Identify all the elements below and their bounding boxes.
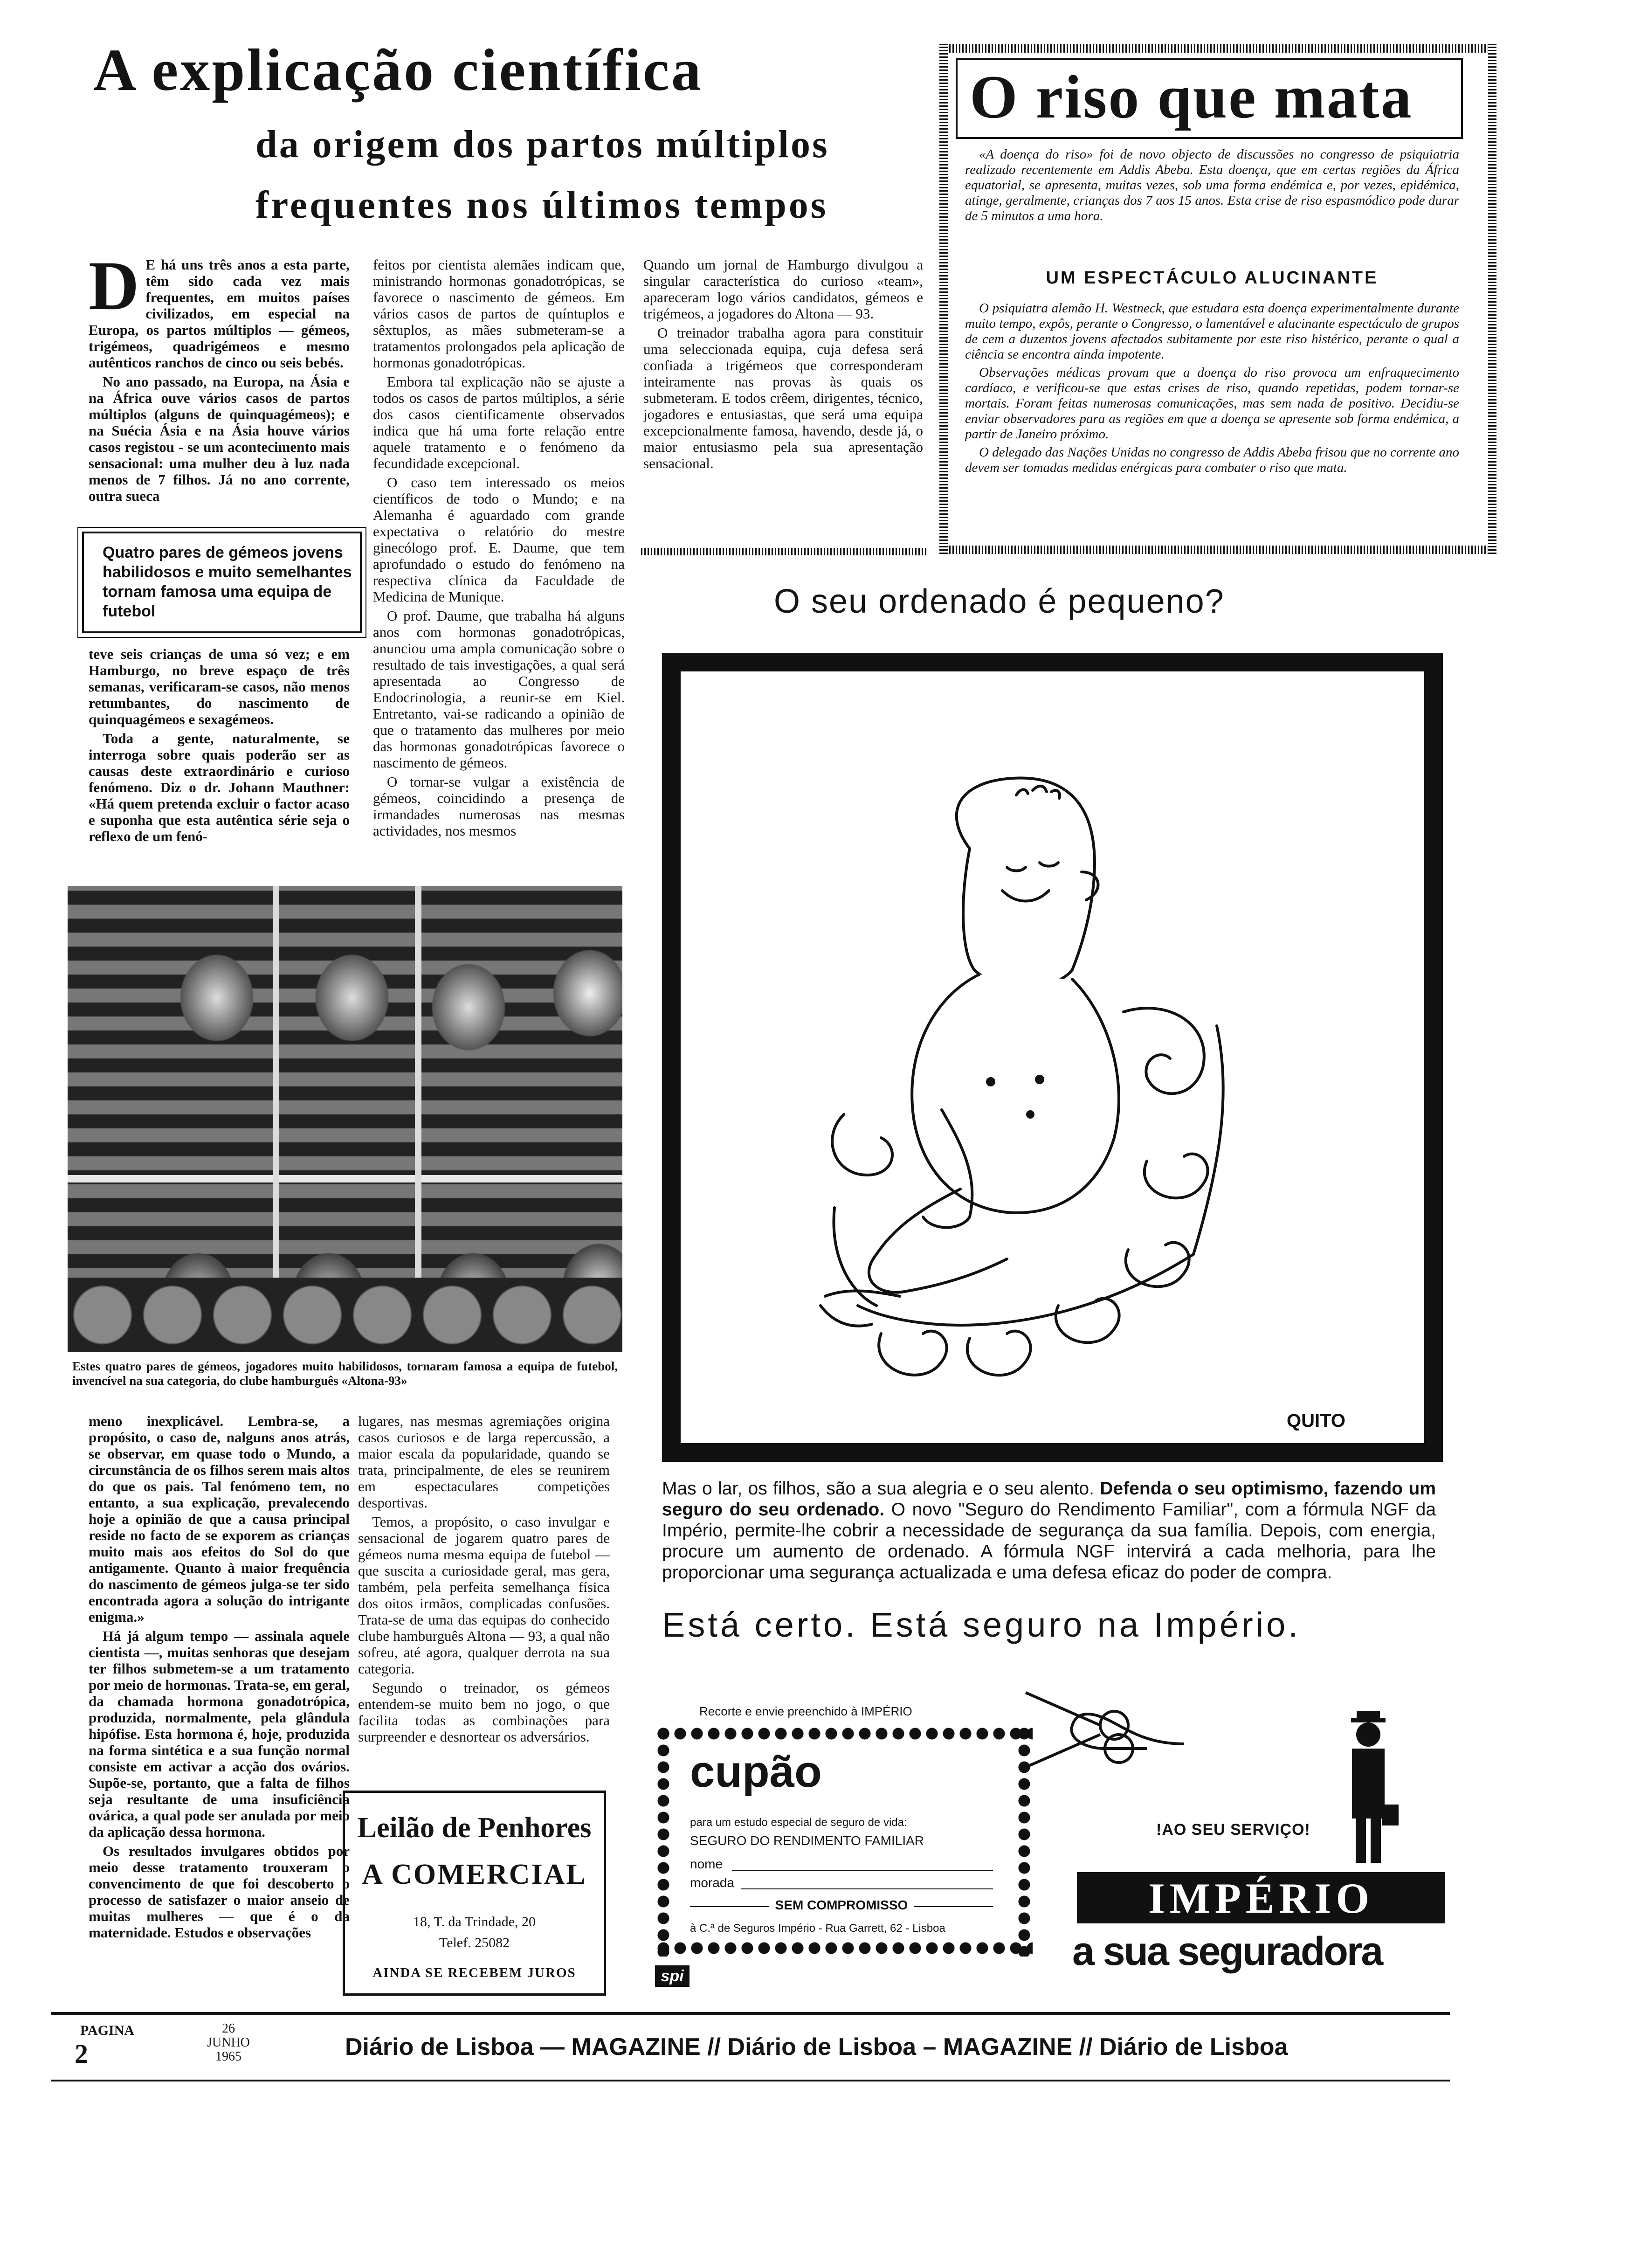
drop-cap: D xyxy=(89,256,139,325)
paragraph: O caso tem interessado os meios científicos de todo o Mundo; e na Alemanha é aguardado com grande expectativa o relatório do mestre ginecólogo prof. E. Daume, que tem aprofundado o estudo do fenómeno na respectiva clínica da Faculdade de Medicina de Munique. xyxy=(373,474,625,605)
ad-body-emphasis: Defenda o seu optimismo, fazendo um seguro do seu ordenado. xyxy=(662,1479,1436,1520)
article-subtitle-line2: frequentes nos últimos tempos xyxy=(255,183,828,227)
imperio-tagline: a sua seguradora xyxy=(1072,1929,1382,1974)
scissors-hand-icon xyxy=(1007,1674,1184,1781)
footer-banner: Diário de Lisboa — MAGAZINE // Diário de Lisboa – MAGAZINE // Diário de Lisboa xyxy=(345,2033,1288,2061)
coupon-nome-label: nome xyxy=(690,1857,723,1871)
paragraph: O delegado das Nações Unidas no congresso de Addis Abeba frisou que no corrente ano devem ser tomadas medidas enérgicas para combater o riso que mata. xyxy=(965,445,1459,475)
article-column-1 xyxy=(89,256,350,532)
footer-day: 26 xyxy=(222,2021,235,2036)
coupon-line1: para um estudo especial de seguro de vida: xyxy=(690,1816,907,1829)
paragraph: O treinador trabalha agora para constituir uma seleccionada equipa, cuja defesa será confiada a trigémeos que corresponderam inteiramente nas provas às quais os submeteram. E todos crêem, dirigentes, técnico, jogadores e entusiastas, que será uma equipa excepcionalmente famosa, havendo, desde já, o maior entusiasmo pela sua apresentação sensacional. xyxy=(643,325,923,471)
businessman-icon xyxy=(1338,1711,1399,1865)
paragraph: O prof. Daume, que trabalha há alguns anos com hormonas gonadotrópicas, anunciou uma ampla comunicação sobre o resultado de tais investigações, a qual será apresentada ao Congresso de Endocrinologia, a reunir-se em Kiel. Entretanto, vai-se radicando a opinião de que o tratamento das mulheres por meio das hormonas gonadotrópicas favorece o nascimento de gémeos. xyxy=(373,608,625,771)
paragraph: E há uns três anos a esta parte, têm sido cada vez mais frequentes, em muitos países civilizados, em especial na Europa, os partos múltiplos — gémeos, trigémeos, quadrigémeos e mesmo autênticos ranchos de cinco ou seis bebés. xyxy=(89,256,350,371)
coupon-dashed-border-left xyxy=(655,1725,672,1957)
footer-rule-bottom xyxy=(51,2080,1450,2081)
cartoon-frame xyxy=(662,653,1443,1462)
riso-box-border-right xyxy=(1488,44,1496,554)
coupon-nome-field[interactable] xyxy=(732,1870,993,1871)
coupon-sem-compromisso-text: SEM COMPROMISSO xyxy=(769,1898,915,1912)
article-column-1-bottom xyxy=(89,1413,350,1996)
riso-box-title: O riso que mata xyxy=(970,62,1413,131)
paragraph: teve seis crianças de uma só vez; e em Hamburgo, no breve espaço de três semanas, verificaram-se casos, não menos retumbantes, do nascimento de quinquagémeos e sexagémeos. xyxy=(89,646,350,727)
article-column-1-continued xyxy=(89,646,350,863)
article-column-2-bottom xyxy=(358,1413,610,1786)
riso-box-body xyxy=(965,301,1459,539)
paragraph: lugares, nas mesmas agremiações origina casos curiosos e de larga repercussão, a maior escala da popularidade, quando se trata, principalmente, de eles se reunirem em espectaculares competições desportivas. xyxy=(358,1413,610,1511)
ad-body-main: O novo "Seguro do Rendimento Familiar", com a fórmula NGF da Império, permite-lhe cobrir a necessidade de segurança da sua família. Depois, com energia, procure um aumento de ordenado. A fórmula NGF intervirá a cada melhoria, para lhe proporcionar uma segurança actualizada e uma defesa eficaz do poder de compra. xyxy=(662,1500,1436,1583)
coupon-dashed-border-right xyxy=(1016,1725,1033,1957)
paragraph: Toda a gente, naturalmente, se interroga sobre quais poderão ser as causas deste extraordinário e curioso fenómeno. Diz o dr. Johann Mauthner: «Há quem pretenda excluir o factor acaso e suponha que esta autêntica série seja o reflexo de um fenó- xyxy=(89,730,350,844)
ad-headline: O seu ordenado é pequeno? xyxy=(774,583,1225,620)
coupon-sem-compromisso xyxy=(690,1898,993,1913)
paragraph: Há já algum tempo — assinala aquele cientista —, muitas senhoras que desejam ter filhos submetem-se a um tratamento por meio de hormonas. Trata-se, em geral, da chamada hormona gonadotrópica, produzida, normalmente, pela glândula hipófise. Esta hormona é, hoje, produzida na forma sintética e a sua função normal consiste em activar a acção dos ovários. Supõe-se, portanto, que a falta de filhos seja resultante de uma insuficiência ovárica, a qual pode ser anulada por meio da aplicação dessa hormona. xyxy=(89,1628,350,1840)
footer-page-number: 2 xyxy=(75,2039,88,2069)
paragraph: Os resultados invulgares obtidos por meio desse tratamento trouxeram o convencimento de que foi descoberto o processo de satisfazer o maior anseio de muitas mulheres — que é o da maternidade. Estudos e observações xyxy=(89,1843,350,1941)
coupon-title: cupão xyxy=(690,1747,822,1797)
paragraph: Temos, a propósito, o caso invulgar e sensacional de jogarem quatro pares de gémeos numa mesma equipa de futebol — que suscita a curiosidade geral, mas gera, também, pela perfeita semelhança física dos oitos irmãos, complicadas confusões. Trata-se de uma das equipas do conhecido clube hamburguês Altona — 93, a qual não sofreu, até agora, qualquer derrota na sua categoria. xyxy=(358,1514,610,1677)
leilao-name: A COMERCIAL xyxy=(362,1859,587,1890)
leilao-footer: AINDA SE RECEBEM JUROS xyxy=(372,1965,576,1980)
ad-slogan: Está certo. Está seguro na Império. xyxy=(662,1605,1301,1644)
paragraph: «A doença do riso» foi de novo objecto de discussões no congresso de psiquiatria realizado recentemente em Addis Abeba. Esta doença, que em certas regiões da África equatorial, se apresenta, muitas vezes, sob uma forma endémica e, por vezes, epidémica, atinge, geralmente, crianças dos 7 aos 15 anos. Esta crise de riso espasmódico pode durar de 5 minutos a uma hora. xyxy=(965,147,1459,223)
ad-body-copy xyxy=(662,1478,1436,1583)
riso-box-intro xyxy=(965,147,1459,240)
ad-body-intro: Mas o lar, os filhos, são a sua alegria e o seu alento. xyxy=(662,1479,1094,1499)
paragraph: Embora tal explicação não se ajuste a todos os casos de partos múltiplos, a série dos casos cientificamente observados indica que há uma forte relação entre aquele tratamento e o fenómeno da fecundidade excepcional. xyxy=(373,373,625,471)
article-subtitle-line1: da origem dos partos múltiplos xyxy=(255,123,829,166)
imperio-logo-text: IMPÉRIO xyxy=(1148,1874,1374,1922)
leilao-ad xyxy=(343,1791,606,1996)
footer-rule-top xyxy=(51,2012,1450,2015)
article-column-3 xyxy=(643,256,923,532)
cartoon-signature: QUITO xyxy=(1287,1411,1345,1431)
article-column-2 xyxy=(373,256,625,867)
footer-month: JUNHO xyxy=(207,2035,250,2050)
coupon-dashed-border-top xyxy=(655,1725,1033,1742)
coupon-line2: SEGURO DO RENDIMENTO FAMILIAR xyxy=(690,1833,924,1848)
leilao-phone: Telef. 25082 xyxy=(439,1935,510,1950)
hatched-rule xyxy=(641,548,928,555)
agency-mark: spi xyxy=(655,1965,689,1987)
footer-page-label: PAGINA xyxy=(80,2023,135,2038)
boxed-subheadline-text: Quatro pares de gémeos jovens habilidosos e muito semelhantes tornam famosa uma equipa de futebol xyxy=(103,544,352,620)
ao-seu-servico: !AO SEU SERVIÇO! xyxy=(1156,1821,1310,1839)
paragraph: Observações médicas provam que a doença do riso provoca um enfraquecimento cardíaco, e verificou-se que estas crises de riso, quando repetidas, podem tornar-se mortais. Foram feitas numerosas comunicações, mas sem nada de positivo. Decidiu-se enviar observadores para as regiões em que a doença se apresente sob forma endémica, a partir de Janeiro próximo. xyxy=(965,365,1459,442)
leilao-title: Leilão de Penhores xyxy=(357,1812,592,1844)
riso-box-subhead: UM ESPECTÁCULO ALUCINANTE xyxy=(1046,268,1379,288)
cartoon-panel xyxy=(681,671,1424,1443)
leilao-address: 18, T. da Trindade, 20 xyxy=(413,1914,536,1929)
imperio-logo-bar xyxy=(1077,1872,1445,1923)
paragraph: meno inexplicável. Lembra-se, a propósito, o caso de, nalguns anos atrás, se observar, em quase todo o Mundo, a circunstância de os filhos serem mais altos do que os pais. Tal fenómeno tem, no entanto, a sua explicação, prevalecendo hoje a opinião de que a causa principal reside no facto de se exporem as crianças muito mais aos efeitos do Sol do que antigamente. Quanto à maior frequência do nascimento de gémeos julga-se ter sido encontrada agora a solução do intrigante enigma.» xyxy=(89,1413,350,1625)
riso-box-border-bottom xyxy=(939,546,1496,554)
coupon-morada-label: morada xyxy=(690,1875,734,1890)
goal-post xyxy=(68,1175,622,1182)
paragraph: feitos por cientista alemães indicam que, ministrando hormonas gonadotrópicas, se favorece o nascimento de gémeos. Em vários casos de partos de quíntuplos e sêxtuplos, as mães submeteram-se a tratamentos prolongados pela aplicação de hormonas gonadotrópicas. xyxy=(373,256,625,371)
coupon-dashed-border-bottom xyxy=(655,1940,1033,1957)
football-team-photo xyxy=(68,886,622,1352)
coupon-instruction: Recorte e envie preenchido à IMPÉRIO xyxy=(699,1704,912,1718)
boxed-subheadline xyxy=(82,532,362,633)
coupon-address: à C.ª de Seguros Império - Rua Garrett, 62 - Lisboa xyxy=(690,1922,945,1935)
article-title: A explicação científica xyxy=(93,37,703,103)
paragraph: O psiquiatra alemão H. Westneck, que estudara esta doença experimentalmente durante muito tempo, expôs, perante o Congresso, o lamentável e alucinante espectáculo de grupos de cem a duzentos jovens afectados subitamente por este riso histérico, perante o qual a ciência se encontra ainda impotente. xyxy=(965,301,1459,362)
paragraph: Quando um jornal de Hamburgo divulgou a singular característica do curioso «team», apareceram logo vários candidatos, gémeos e trigémeos, a jogadores do Altona — 93. xyxy=(643,256,923,322)
paragraph: Segundo o treinador, os gémeos entendem-se muito bem no jogo, o que facilita todas as combinações para surpreender e desnortear os adversários. xyxy=(358,1680,610,1745)
cartoon-illustration xyxy=(681,671,1424,1443)
footer-year: 1965 xyxy=(215,2049,241,2064)
photo-caption: Estes quatro pares de gémeos, jogadores muito habilidosos, tornaram famosa a equipa de futebol, invencível na sua categoria, do clube hamburguês «Altona-93» xyxy=(72,1359,618,1388)
footballs-row xyxy=(68,1278,622,1352)
coupon-morada-field[interactable] xyxy=(741,1888,993,1889)
riso-box-border-left xyxy=(939,44,948,554)
paragraph: No ano passado, na Europa, na Ásia e na África ouve vários casos de partos múltiplos (alguns de quinquagémeos); e na Suécia Ásia e na Ásia houve vários casos registou - se um acontecimento mais sensacional: uma mulher deu à luz nada menos de 7 filhos. Já no ano corrente, outra sueca xyxy=(89,373,350,504)
paragraph: O tornar-se vulgar a existência de gémeos, coincidindo a presença de irmandades numerosas nas mesmas actividades, nos mesmos xyxy=(373,774,625,839)
riso-box-border-top xyxy=(939,44,1496,53)
